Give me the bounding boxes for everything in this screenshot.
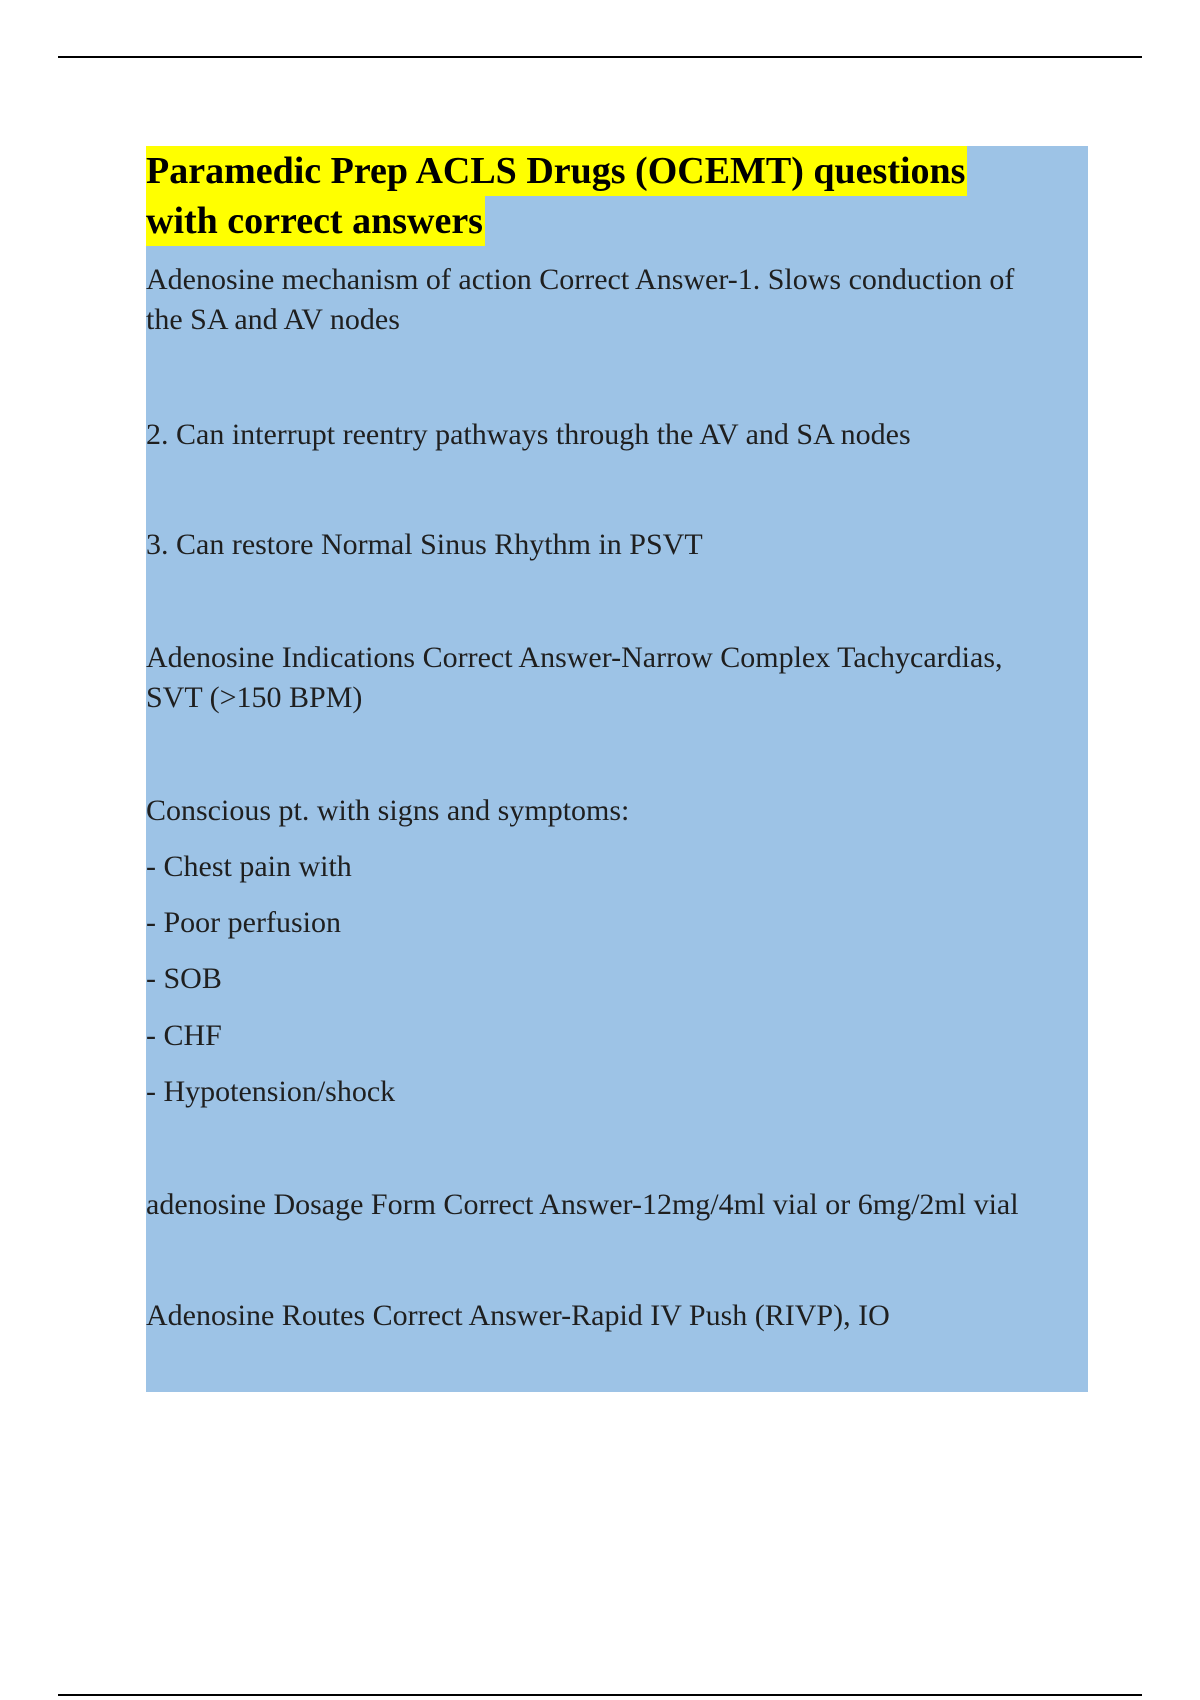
symptom-item: - CHF (146, 1019, 222, 1052)
title-line-1: Paramedic Prep ACLS Drugs (OCEMT) questions (146, 146, 967, 196)
adenosine-dosage-form: adenosine Dosage Form Correct Answer-12mg/4ml vial or 6mg/2ml vial (146, 1188, 1019, 1221)
adenosine-indications-line-2: SVT (>150 BPM) (146, 681, 363, 714)
symptom-item: - Poor perfusion (146, 906, 341, 939)
symptom-item: - SOB (146, 962, 222, 995)
mechanism-point-2: 2. Can interrupt reentry pathways through the AV and SA nodes (146, 418, 911, 451)
adenosine-indications-line-1: Adenosine Indications Correct Answer-Narrow Complex Tachycardias, (146, 641, 1003, 674)
adenosine-routes: Adenosine Routes Correct Answer-Rapid IV Push (RIVP), IO (146, 1299, 890, 1332)
adenosine-mechanism-line-2: the SA and AV nodes (146, 303, 400, 336)
header-rule (58, 56, 1142, 58)
title-line-2: with correct answers (146, 196, 485, 246)
symptoms-heading: Conscious pt. with signs and symptoms: (146, 794, 630, 827)
adenosine-mechanism-line-1: Adenosine mechanism of action Correct Answer-1. Slows conduction of (146, 263, 1015, 296)
symptom-item: - Chest pain with (146, 850, 352, 883)
mechanism-point-3: 3. Can restore Normal Sinus Rhythm in PSVT (146, 528, 703, 561)
document-title (146, 146, 967, 246)
footer-rule (58, 1694, 1142, 1696)
symptom-item: - Hypotension/shock (146, 1075, 396, 1108)
